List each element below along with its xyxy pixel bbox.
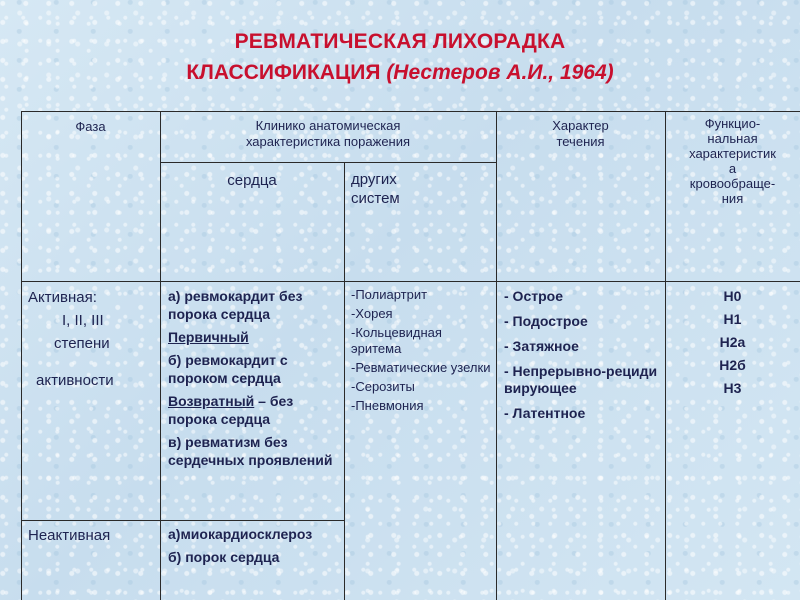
header-function-line3: характеристик	[689, 146, 776, 161]
course-item: - Острое	[504, 288, 563, 304]
header-course-line1: Характер	[552, 118, 609, 133]
other-item: -Ревматические узелки	[351, 360, 491, 375]
table-border-left	[21, 111, 22, 600]
page-title: РЕВМАТИЧЕСКАЯ ЛИХОРАДКА	[234, 30, 566, 53]
header-function-line6: ния	[721, 191, 744, 206]
heart-inactive-b: б) порок сердца	[168, 549, 280, 565]
phase-row-divider	[21, 520, 345, 521]
phase-active-degree-word: степени	[54, 335, 110, 352]
header-phase: Фаза	[75, 119, 106, 134]
other-item: -Хорея	[351, 306, 393, 321]
heart-item-v: в) ревматизм без сердечных проявлений	[168, 434, 333, 468]
heart-item-a: а) ревмокардит без порока сердца	[168, 288, 303, 322]
function-item: Н2а	[719, 334, 746, 350]
heart-inactive-a: а)миокардиосклероз	[168, 526, 313, 542]
header-clinical-line1: Клинико анатомическая	[255, 118, 401, 133]
course-list	[504, 288, 660, 430]
header-function-line5: кровообраще-	[689, 176, 776, 191]
heart-recurrent	[168, 392, 340, 428]
header-clinical	[160, 118, 496, 150]
phase-active-activity: активности	[36, 372, 114, 389]
col-divider-other	[496, 111, 497, 600]
heart-recurrent-label: Возвратный	[168, 393, 255, 409]
other-item: -Серозиты	[351, 379, 415, 394]
heart-inactive-list	[168, 525, 340, 571]
header-inner-divider	[160, 162, 496, 163]
course-item: - Подострое	[504, 313, 588, 329]
function-item: Н3	[723, 380, 742, 396]
function-item: Н0	[723, 288, 742, 304]
function-list	[665, 287, 800, 402]
heart-primary: Первичный	[168, 329, 249, 345]
phase-active-degrees: I, II, III	[62, 312, 104, 329]
header-function-line2: нальная	[707, 131, 758, 146]
function-item: Н2б	[719, 357, 746, 373]
header-function-line1: Функцио-	[704, 116, 761, 131]
header-bottom-divider	[21, 281, 800, 282]
course-item: - Затяжное	[504, 338, 579, 354]
other-item: -Пневмония	[351, 398, 424, 413]
other-item: -Кольцевидная эритема	[351, 325, 442, 356]
other-systems-list	[351, 287, 491, 417]
subheader-heart: сердца	[227, 172, 277, 189]
table-border-top	[21, 111, 800, 112]
header-course-line2: течения	[556, 134, 605, 149]
phase-active-label: Активная:	[28, 289, 97, 306]
heart-item-b: б) ревмокардит с пороком сердца	[168, 352, 288, 386]
function-item: Н1	[723, 311, 742, 327]
other-item: -Полиартрит	[351, 287, 428, 302]
header-function	[665, 116, 800, 206]
subheader-other-line1: других	[351, 171, 397, 188]
header-clinical-line2: характеристика поражения	[245, 134, 411, 149]
phase-inactive: Неактивная	[28, 527, 111, 544]
subheader-other-line2: систем	[351, 190, 400, 207]
course-item: - Латентное	[504, 405, 586, 421]
header-course	[496, 118, 665, 150]
course-item: - Непрерывно-рецидивирующее	[504, 363, 658, 396]
header-function-line4: а	[728, 161, 737, 176]
subtitle-main: КЛАССИФИКАЦИЯ	[186, 61, 387, 84]
subtitle-author: (Нестеров А.И., 1964)	[386, 61, 614, 84]
col-divider-heart	[344, 162, 345, 600]
heart-recurrent-rest: – без порока сердца	[168, 393, 294, 427]
phase-active	[28, 289, 158, 389]
heart-active-list	[168, 287, 340, 474]
subheader-other-systems	[351, 170, 491, 208]
